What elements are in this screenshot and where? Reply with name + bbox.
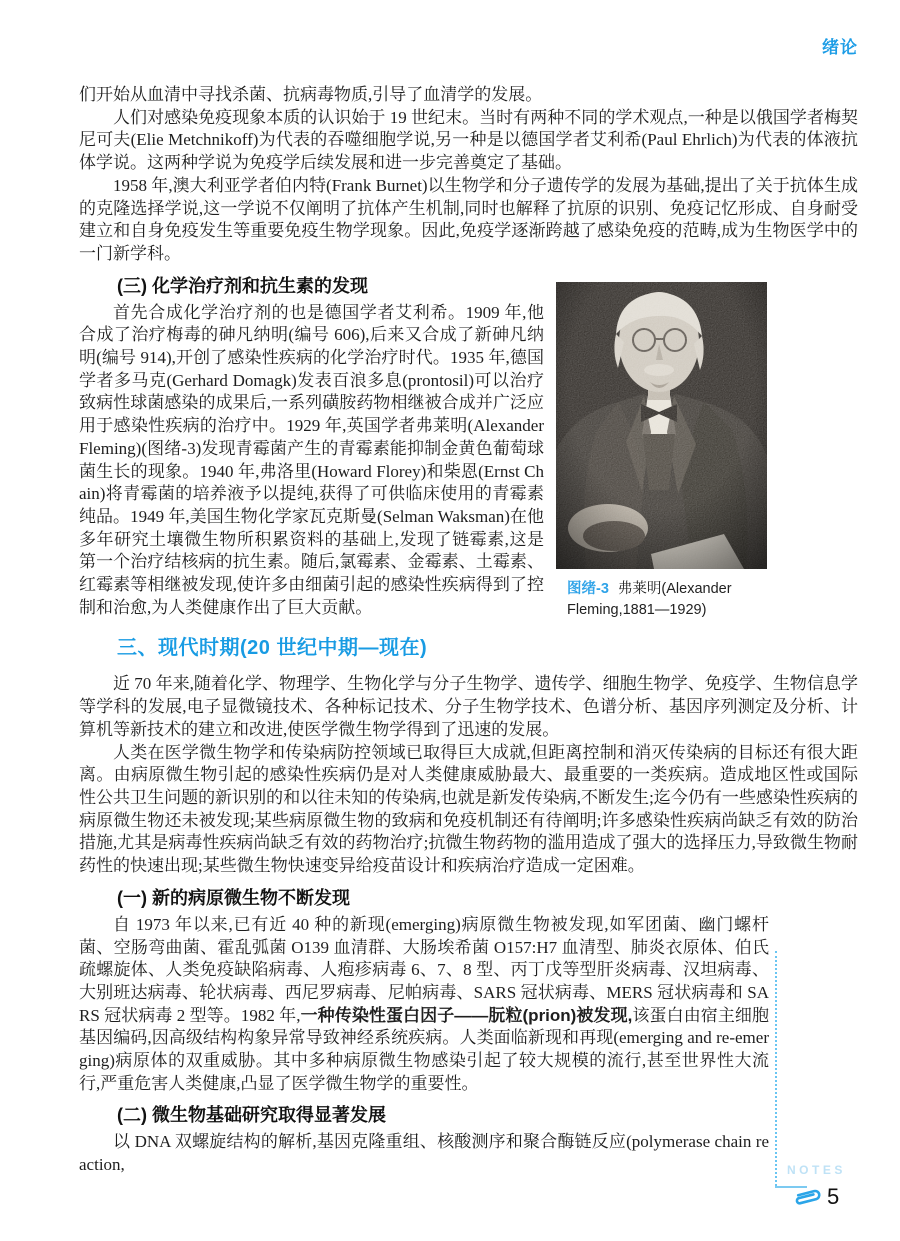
fleming-portrait-image: [556, 282, 767, 569]
paragraph-immunity-theories: 人们对感染免疫现象本质的认识始于 19 世纪末。当时有两种不同的学术观点,一种是以俄国学者梅契尼可夫(Elie Metchnikoff)为代表的吞噬细胞学说,另一种是以德国学者艾利希(Paul Ehrlich)为代表的体液抗体学说。这两种学说为免疫学后续发展和进一步完善奠定了基础。: [79, 107, 858, 173]
caption-figure-number: 图绪-3: [567, 580, 609, 597]
subheading-new-pathogens: (一) 新的病原微生物不断发现: [117, 887, 350, 908]
new-pathogens-bold-prion: 一种传染性蛋白因子——朊粒(prion)被发现,: [300, 1005, 633, 1025]
notes-label: NOTES: [787, 1163, 846, 1177]
page-number: 5: [827, 1184, 840, 1209]
paragraph-new-pathogens: [79, 914, 769, 1096]
paragraph-basic-research: 以 DNA 双螺旋结构的解析,基因克隆重组、核酸测序和聚合酶链反应(polymerase chain reaction,: [79, 1132, 769, 1175]
figure-fleming: [556, 282, 858, 622]
figure-caption: [556, 579, 785, 622]
new-pathogens-text: 自 1973 年以来,已有近 40 种的新现(emerging)病原微生物被发现,如军团菌、幽门螺杆菌、空肠弯曲菌、霍乱弧菌 O139 血清群、大肠埃希菌 O157:H7 血清型、肺炎衣原体、伯氏疏螺旋体、人类免疫缺陷病毒、人疱疹病毒 6、7、8 型、丙丁戊等型肝炎病毒、汉坦病毒、大别班达病毒、轮状病毒、西尼罗病毒、尼帕病毒、SARS 冠状病毒、MERS 冠状病毒和 SARS 冠状病毒 2 型等。1982 年,: [79, 914, 769, 1025]
paragraph-modern-advances: 近 70 年来,随着化学、物理学、生物化学与分子生物学、遗传学、细胞生物学、免疫学、生物信息学等学科的发展,电子显微镜技术、各种标记技术、分子生物学技术、色谱分析、基因序列测定及分析、计算机等新技术的建立和改进,使医学微生物学得到了迅速的发展。: [79, 674, 858, 739]
paragraph-burnet: 1958 年,澳大利亚学者伯内特(Frank Burnet)以生物学和分子遗传学的发展为基础,提出了关于抗体生成的克隆选择学说,这一学说不仅阐明了抗体产生机制,同时也解释了抗原的识别、免疫记忆形成、自身耐受建立和自身免疫发生等重要免疫生物学现象。因此,免疫学逐渐跨越了感染免疫的范畴,成为生物医学中的一门新学科。: [79, 175, 858, 263]
new-pathogens-text-after: 该蛋白由宿主细胞基因编码,因高级结构构象异常导致神经系统疾病。人类面临新现和再现(emerging and re-emerging)病原体的双重威胁。其中多种病原微生物感染引起了较大规模的流行,甚至世界性大流行,严重危害人类健康,凸显了医学微生物学的重要性。: [79, 1005, 770, 1093]
paragraph-modern-challenges: 人类在医学微生物学和传染病防控领域已取得巨大成就,但距离控制和消灭传染病的目标还有很大距离。由病原微生物引起的感染性疾病仍是对人类健康威胁最大、最重要的一类疾病。造成地区性或国际性公共卫生问题的新识别的和以往未知的传染病,也就是新发传染病,不断发生;迄今仍有一些感染性疾病的病原微生物还未被发现;某些病原微生物的致病和免疫机制还有待阐明;许多感染性疾病尚缺乏有效的防治措施,尤其是病毒性疾病尚缺乏有效的药物治疗;抗微生物药物的滥用造成了强大的选择压力,导致微生物耐药性的快速出现;某些微生物快速变异给疫苗设计和疾病治疗造成一定困难。: [79, 742, 858, 876]
heading-modern-period: 三、现代时期(20 世纪中期—现在): [117, 637, 428, 660]
section-chemotherapy-antibiotics: [79, 273, 858, 620]
page-content: [79, 84, 858, 1177]
paragraph-chemotherapy: 首先合成化学治疗剂的也是德国学者艾利希。1909 年,他合成了治疗梅毒的砷凡纳明(编号 606),后来又合成了新砷凡纳明(编号 914),开创了感染性疾病的化学治疗时代。1935 年,德国学者多马克(Gerhard Domagk)发表百浪多息(prontosil)可以治疗致病性球菌感染的成果后,一系列磺胺药物相继被合成并广泛应用于感染性疾病的治疗中。1929 年,英国学者弗莱明(Alexander Fleming)(图绪-3)发现青霉菌产生的青霉素能抑制金黄色葡萄球菌生长的现象。1940 年,弗洛里(Howard Florey)和柴恩(Ernst Chain)将青霉菌的培养液予以提纯,获得了可供临床使用的青霉素纯品。1949 年,美国生物化学家瓦克斯曼(Selman Waksman)在他多年研究土壤微生物所积累资料的基础上,发现了链霉素,这是第一个治疗结核病的抗生素。随后,氯霉素、金霉素、土霉素、红霉素等相继被发现,使许多由细菌引起的感染性疾病得到了控制和治愈,为人类健康作出了巨大贡献。: [79, 302, 544, 617]
notes-rule-vertical: [775, 951, 777, 1186]
subheading-basic-research: (二) 微生物基础研究取得显著发展: [117, 1105, 386, 1126]
chapter-header-label: 绪论: [822, 38, 858, 57]
subheading-chemotherapy: (三) 化学治疗剂和抗生素的发现: [117, 275, 368, 296]
notes-margin-block: [79, 885, 769, 1177]
paragraph-serology: 们开始从血清中寻找杀菌、抗病毒物质,引导了血清学的发展。: [79, 85, 543, 104]
paperclip-icon: [789, 1179, 823, 1211]
caption-text: 弗莱明(Alexander Fleming,1881—1929): [567, 580, 732, 619]
